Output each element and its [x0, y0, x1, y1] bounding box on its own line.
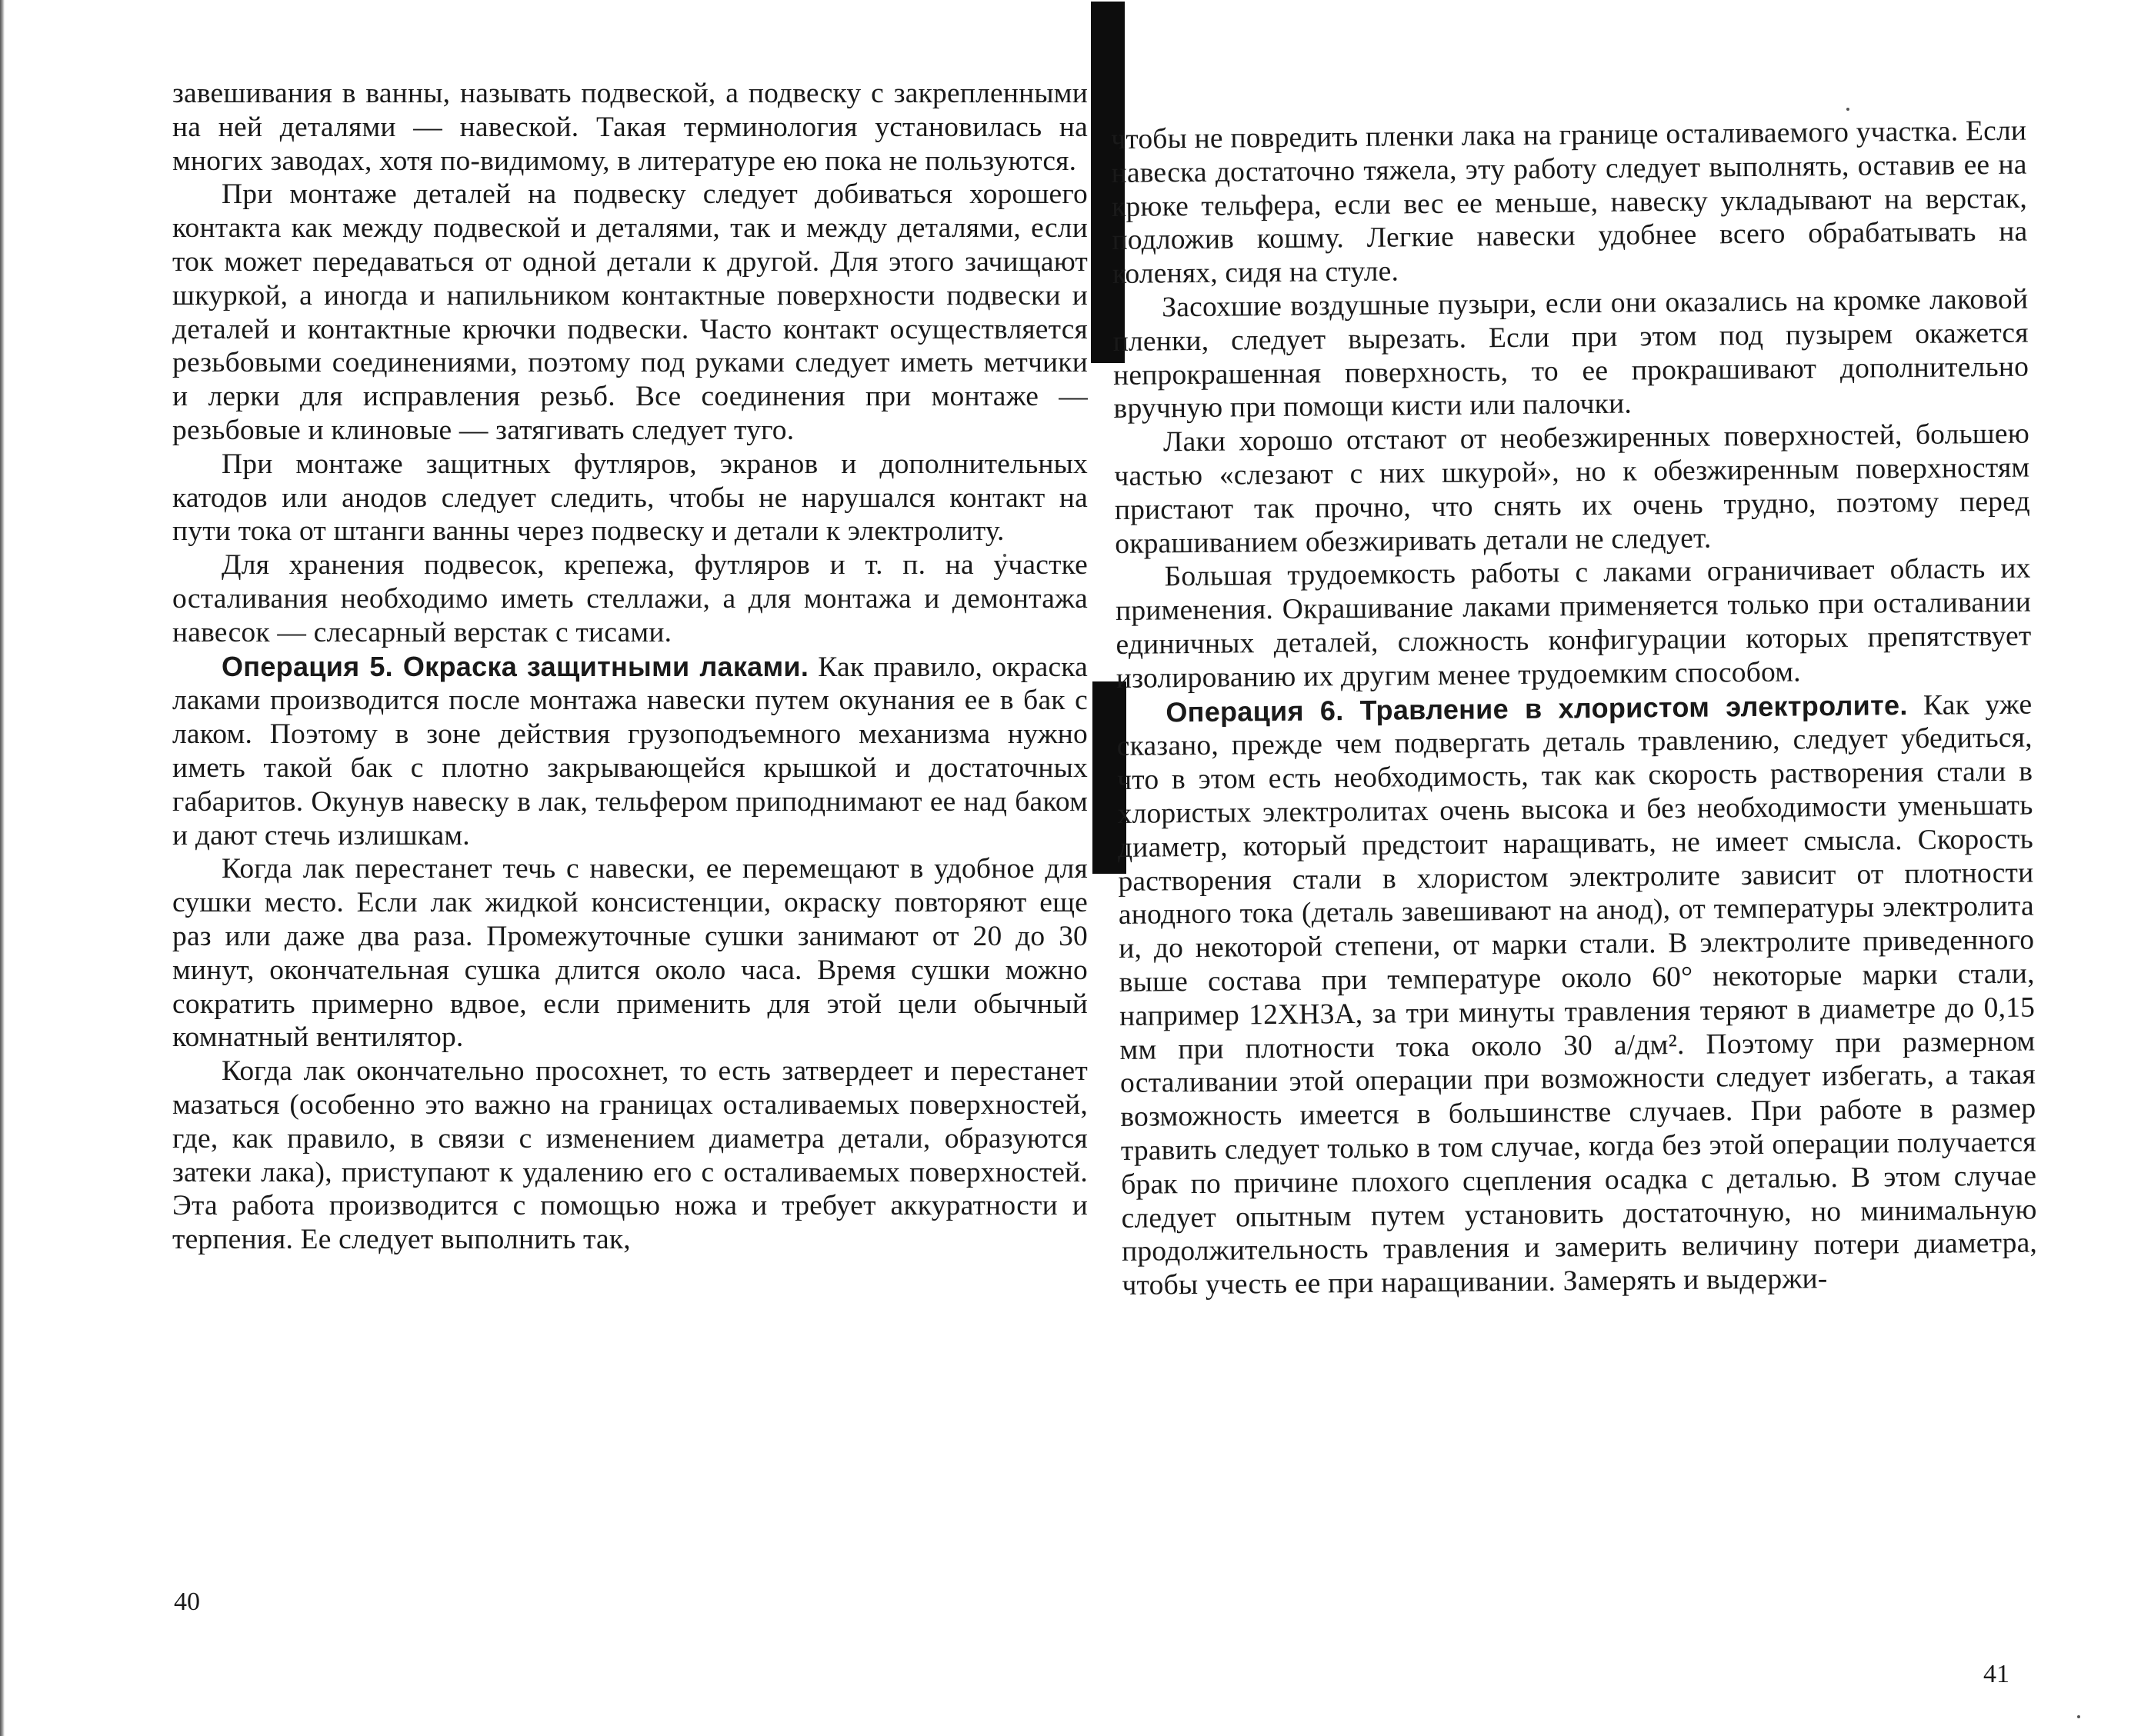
paragraph: При монтаже деталей на подвеску следует добиваться хорошего контакта как между подвеской и деталями, так и между деталями, если ток может передаваться от одной детали к другой. Для этого зачищают шкуркой, а иногда и напильником контактные поверхности подвески и деталей и контактные крючки подвески. Часто контакт осуществляется резьбовыми соединениями, поэтому под руками следует иметь метчики и лерки для исправления резьб. Все соединения при монтаже — резьбовые и клиновые — затягивать следует туго.	[172, 178, 1088, 446]
paragraph: чтобы не повредить пленки лака на границе осталиваемого участка. Если навеска достаточно тяжела, эту работу следует выполнять, оставив ее на крюке тельфера, если вес ее меньше, навеску укладывают на верстак, подложив кошму. Легкие навески удобнее всего обрабатывать на коленях, сидя на стуле.	[1111, 115, 2028, 291]
page-number-left: 40	[174, 1588, 200, 1616]
right-page	[1111, 115, 2038, 1303]
paragraph: Когда лак перестанет течь с навески, ее перемещают в удобное для сушки место. Если лак жидкой консистенции, окраску повторяют еще раз или даже два раза. Промежуточные сушки занимают от 20 до 30 минут, окончательная сушка длится около часа. Время сушки можно сократить примерно вдвое, если применить для этой цели обычный комнатный вентилятор.	[172, 853, 1088, 1054]
scan-speck	[2077, 1715, 2080, 1718]
operation-6-paragraph	[1116, 687, 2038, 1303]
operation-6-heading: Операция 6. Травление в хлористом электролите.	[1166, 688, 1908, 728]
paragraph: Когда лак окончательно просохнет, то есть затвердеет и перестанет мазаться (особенно это важно на границах осталиваемых поверхностей, где, как правило, в связи с изменением диаметра детали, образуются затеки лака), приступают к удалению его с осталиваемых поверхностей. Эта работа производится с помощью ножа и требует аккуратности и терпения. Ее следует выполнить так,	[172, 1055, 1088, 1256]
left-page	[172, 77, 1088, 1257]
paragraph: Засохшие воздушные пузыри, если они оказались на кромке лаковой пленки, следует вырезать. Если при этом под пузырем окажется непрокрашенная поверхность, то ее прокрашивают дополнительно вручную при помощи кисти или палочки.	[1112, 283, 2029, 425]
paragraph: завешивания в ванны, называть подвеской, а подвеску с закрепленными на ней деталями — навеской. Такая терминология установилась на многих заводах, хотя по-видимому, в литературе ею пока не пользуются.	[172, 78, 1088, 177]
operation-5-paragraph	[172, 650, 1088, 853]
paragraph: Для хранения подвесок, крепежа, футляров и т. п. на участке осталивания необходимо иметь стеллажи, а для монтажа и демонтажа навесок — слесарный верстак с тисами.	[172, 549, 1088, 648]
operation-6-text: Как уже сказано, прежде чем подвергать деталь травлению, следует убедиться, что в этом есть необходимость, так как скорость растворения стали в хлористых электролитах очень высока и без необходимости уменьшать диаметр, который предстоит наращивать, не имеет смысла. Скорость растворения стали в хлористом электролите зависит от плотности анодного тока (деталь завешивают на анод), от температуры электролита и, до некоторой степени, от марки стали. В электролите приведенного выше состава при температуре около 60° некоторые марки стали, например 12ХН3А, за три минуты травления теряют в диаметре до 0,15 мм при плотности тока около 30 а/дм². Поэтому при размерном осталивании этой операции при возможности следует избегать, а такая возможность имеется в большинстве случаев. При работе в размер травить следует только в том случае, когда без этой операции получается брак по причине плохого сцепления осадка с деталью. В этом случае следует опытным путем установить достаточную, но минимальную продолжительность травления и замерить величину потери диаметра, чтобы учесть ее при наращивании. Замерять и выдержи-	[1116, 688, 2038, 1302]
paragraph: При монтаже защитных футляров, экранов и дополнительных катодов или анодов следует следить, чтобы не нарушался контакт на пути тока от штанги ванны через подвеску и детали к электролиту.	[172, 448, 1088, 548]
operation-5-heading: Операция 5. Окраска защитными лаками.	[222, 650, 809, 682]
paragraph: Большая трудоемкость работы с лаками ограничивает область их применения. Окрашивание лаками применяется только при осталивании единичных деталей, сложность конфигурации которых препятствует изолированию их другим менее трудоемким способом.	[1115, 552, 2032, 695]
page-number-right: 41	[1983, 1660, 2009, 1688]
paragraph: Лаки хорошо отстают от необезжиренных поверхностей, большею частью «слезают с них шкурой», но к обезжиренным поверхностям пристают так прочно, что снять их очень трудно, поэтому перед окрашиванием обезжиривать детали не следует.	[1114, 418, 2030, 560]
operation-5-text: Как правило, окраска лаками производится после монтажа навески путем окунания ее в бак с лаком. Поэтому в зоне действия грузоподъемного механизма нужно иметь такой бак с плотно закрывающейся крышкой и достаточных габаритов. Окунув навеску в лак, тельфером приподнимают ее над баком и дают стечь излишкам.	[172, 651, 1088, 851]
scan-speck	[1846, 108, 1849, 111]
scan-edge-shadow	[0, 0, 5, 1736]
